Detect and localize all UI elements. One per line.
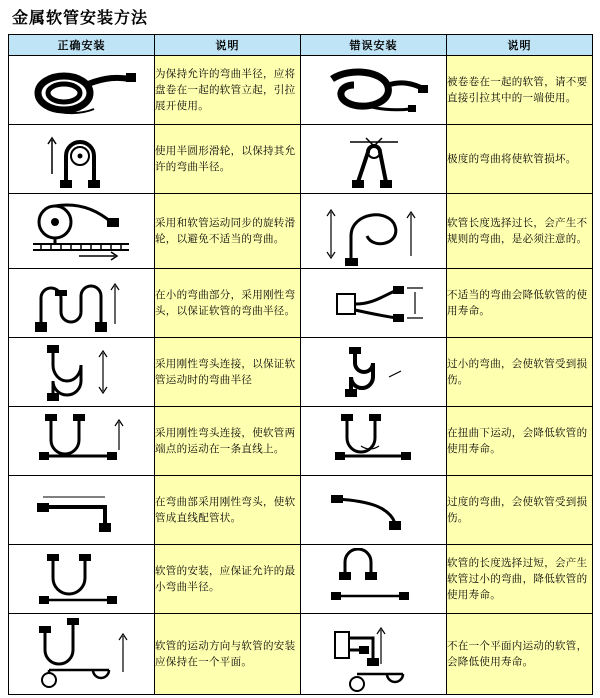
description-text: 不在一个平面内运动的软管，会降低使用寿命。 bbox=[447, 614, 593, 695]
table-row bbox=[9, 407, 593, 476]
description-text: 不适当的弯曲会降低软管的使用寿命。 bbox=[447, 269, 593, 338]
figure-rigid-elbow-straight-pipe-icon bbox=[9, 476, 155, 545]
figure-motion-same-plane-install-icon bbox=[9, 614, 155, 695]
table-row bbox=[9, 614, 593, 695]
figure-torsional-motion-u-hose-icon bbox=[301, 407, 447, 476]
table-row bbox=[9, 545, 593, 614]
figure-hose-sharp-bend-pulley-icon bbox=[301, 125, 447, 194]
description-text: 过小的弯曲，会使软管受到损伤。 bbox=[447, 338, 593, 407]
column-header-correct-desc: 说明 bbox=[155, 35, 301, 56]
table-row bbox=[9, 476, 593, 545]
figure-coiled-hose-stand-icon bbox=[9, 56, 155, 125]
description-text: 软管长度选择过长，会产生不规则的弯曲，是必须注意的。 bbox=[447, 194, 593, 269]
figure-excessive-bend-damage-icon bbox=[301, 476, 447, 545]
table-row bbox=[9, 194, 593, 269]
description-text: 在扭曲下运动，会降低软管的使用寿命。 bbox=[447, 407, 593, 476]
figure-hose-on-rotating-pulley-chain-icon bbox=[9, 194, 155, 269]
description-text: 软管的运动方向与软管的安装应保持在一个平面。 bbox=[155, 614, 301, 695]
figure-rigid-elbow-small-bend-icon bbox=[9, 269, 155, 338]
description-text: 在小的弯曲部分，采用刚性弯头，以保证软管的弯曲半径。 bbox=[155, 269, 301, 338]
table-row bbox=[9, 56, 593, 125]
figure-improper-bend-shortens-life-icon bbox=[301, 269, 447, 338]
description-text: 软管的安装，应保证允许的最小弯曲半径。 bbox=[155, 545, 301, 614]
hose-installation-table bbox=[8, 34, 593, 695]
description-text: 使用半圆形滑轮，以保持其允许的弯曲半径。 bbox=[155, 125, 301, 194]
figure-rigid-elbow-inline-ends-icon bbox=[9, 407, 155, 476]
figure-hose-too-long-irregular-bend-icon bbox=[301, 194, 447, 269]
column-header-correct: 正确安装 bbox=[9, 35, 155, 56]
figure-coiled-hose-pulled-icon bbox=[301, 56, 447, 125]
table-row bbox=[9, 338, 593, 407]
description-text: 采用和软管运动同步的旋转滑轮，以避免不适当的弯曲。 bbox=[155, 194, 301, 269]
description-text: 极度的弯曲将使软管损坏。 bbox=[447, 125, 593, 194]
description-text: 软管的长度选择过短，会产生软管过小的弯曲，降低软管的使用寿命。 bbox=[447, 545, 593, 614]
figure-min-bend-radius-installation-icon bbox=[9, 545, 155, 614]
figure-hose-over-semicircular-pulley-icon bbox=[9, 125, 155, 194]
column-header-wrong: 错误安装 bbox=[301, 35, 447, 56]
description-text: 采用刚性弯头连接，以保证软管运动时的弯曲半径 bbox=[155, 338, 301, 407]
description-text: 过度的弯曲，会使软管受到损伤。 bbox=[447, 476, 593, 545]
figure-too-long-small-bend-icon bbox=[301, 545, 447, 614]
figure-too-small-bend-damage-icon bbox=[301, 338, 447, 407]
table-row bbox=[9, 269, 593, 338]
description-text: 在弯曲部采用刚性弯头，使软管成直线配管状。 bbox=[155, 476, 301, 545]
figure-motion-out-of-plane-icon bbox=[301, 614, 447, 695]
table-row bbox=[9, 125, 593, 194]
figure-rigid-elbow-connection-u-bend-icon bbox=[9, 338, 155, 407]
description-text: 采用刚性弯头连接，使软管两端点的运动在一条直线上。 bbox=[155, 407, 301, 476]
description-text: 被卷卷在一起的软管，请不要直接引拉其中的一端使用。 bbox=[447, 56, 593, 125]
description-text: 为保持允许的弯曲半径，应将盘卷在一起的软管立起，引拉展开使用。 bbox=[155, 56, 301, 125]
table-header-row bbox=[9, 35, 593, 56]
column-header-wrong-desc: 说明 bbox=[447, 35, 593, 56]
page-title: 金属软管安装方法 bbox=[12, 8, 149, 27]
